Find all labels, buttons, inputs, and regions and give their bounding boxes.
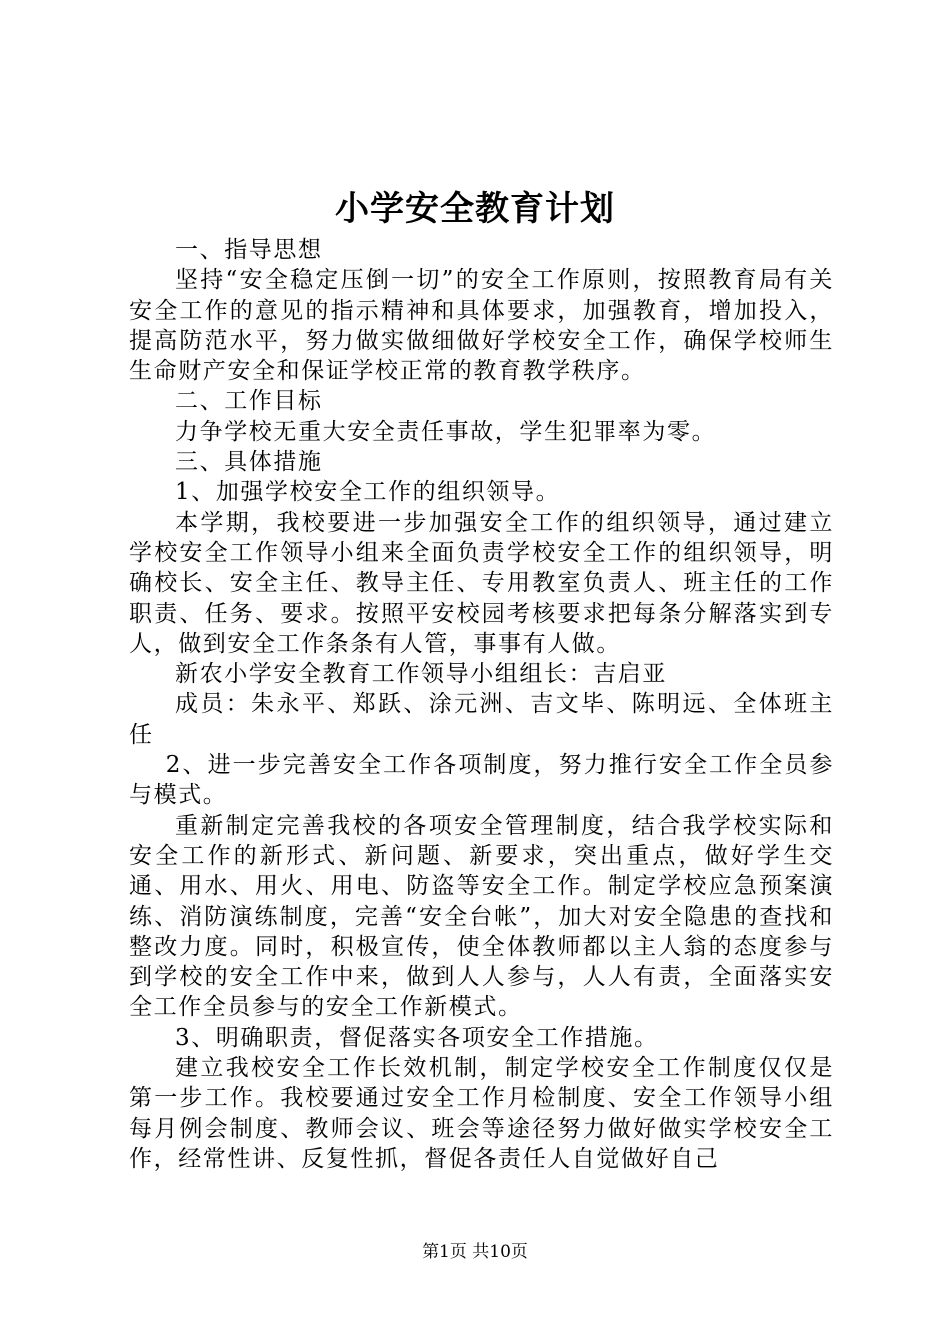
- paragraph-measure-1: 本学期，我校要进一步加强安全工作的组织领导，通过建立学校安全工作领导小组来全面负责学校安全工作的组织领导，明确校长、安全主任、教导主任、专用教室负责人、班主任的工作职责、任务、要求。按照平安校园考核要求把每条分解落实到专人，做到安全工作条条有人管，事事有人做。: [129, 509, 834, 657]
- paragraph-group-members: 成员：朱永平、郑跃、涂元洲、吉文毕、陈明远、全体班主任: [129, 691, 834, 748]
- paragraph-measure-3: 建立我校安全工作长效机制，制定学校安全工作制度仅仅是第一步工作。我校要通过安全工作月检制度、安全工作领导小组每月例会制度、教师会议、班会等途径努力做好做实学校安全工作，经常性讲、反复性抓，督促各责任人自觉做好自己: [129, 1055, 834, 1172]
- section-heading-guiding-ideology: 一、指导思想: [175, 237, 323, 263]
- section-heading-work-goals: 二、工作目标: [175, 388, 323, 415]
- subheading-measure-3: 3、明确职责，督促落实各项安全工作措施。: [175, 1024, 659, 1051]
- page-footer: 第1页 共10页: [422, 1242, 528, 1262]
- document-body: [129, 235, 834, 1174]
- paragraph-group-leader: 新农小学安全教育工作领导小组组长：吉启亚: [175, 661, 667, 688]
- document-title: 小学安全教育计划: [335, 189, 615, 229]
- paragraph-guiding-ideology: 坚持“安全稳定压倒一切”的安全工作原则，按照教育局有关安全工作的意见的指示精神和具体要求，加强教育，增加投入，提高防范水平，努力做实做细做好学校安全工作，确保学校师生生命财产安全和保证学校正常的教育教学秩序。: [129, 267, 834, 385]
- paragraph-work-goals: 力争学校无重大安全责任事故，学生犯罪率为零。: [175, 418, 717, 445]
- subheading-measure-1: 1、加强学校安全工作的组织领导。: [175, 479, 561, 506]
- paragraph-measure-2: 重新制定完善我校的各项安全管理制度，结合我学校实际和安全工作的新形式、新问题、新要求，突出重点，做好学生交通、用水、用火、用电、防盗等安全工作。制定学校应急预案演练、消防演练制度，完善“安全台帐”，加大对安全隐患的查找和整改力度。同时，积极宣传，使全体教师都以主人翁的态度参与到学校的安全工作中来，做到人人参与，人人有责，全面落实安全工作全员参与的安全工作新模式。: [129, 812, 834, 1021]
- subheading-measure-2: 2、进一步完善安全工作各项制度，努力推行安全工作全员参与模式。: [129, 752, 834, 809]
- section-heading-specific-measures: 三、具体措施: [175, 449, 323, 476]
